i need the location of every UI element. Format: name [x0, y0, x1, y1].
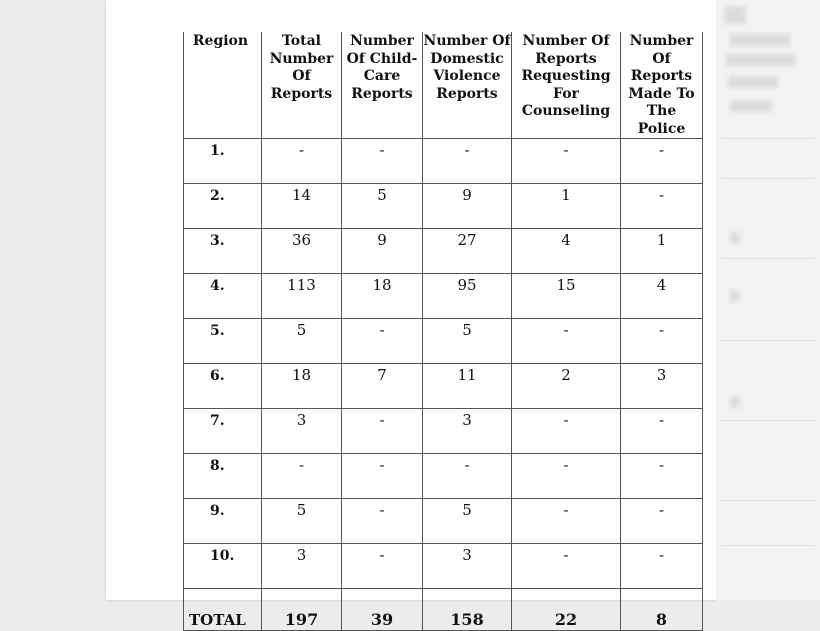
domestic-violence-reports-cell: 3 [423, 544, 512, 589]
domestic-violence-reports-cell: 5 [423, 319, 512, 364]
counseling-reports-cell: - [512, 454, 621, 499]
region-cell: 7. [184, 409, 262, 454]
blurred-text-block [730, 100, 772, 112]
column-header-region: Region [184, 32, 262, 139]
child-care-reports-cell: 7 [342, 364, 423, 409]
domestic-violence-reports-cell: 9 [423, 184, 512, 229]
domestic-violence-reports-cell: - [423, 139, 512, 184]
region-cell: 1. [184, 139, 262, 184]
table-row [184, 274, 703, 319]
child-care-reports-cell: - [342, 409, 423, 454]
column-header-domestic-violence-reports: Number Of Domestic Violence Reports [423, 32, 512, 139]
region-cell: 4. [184, 274, 262, 319]
domestic-violence-reports-cell: 11 [423, 364, 512, 409]
region-cell: 9. [184, 499, 262, 544]
total-reports-cell: 5 [262, 499, 342, 544]
table-row [184, 319, 703, 364]
domestic-violence-reports-cell: 3 [423, 409, 512, 454]
table-row [184, 544, 703, 589]
blurred-text-block [730, 34, 790, 46]
total-domestic-violence-sum: 158 [423, 589, 512, 631]
counseling-reports-cell: 1 [512, 184, 621, 229]
blurred-rule [722, 340, 814, 341]
region-cell: 8. [184, 454, 262, 499]
police-reports-cell: 1 [621, 229, 703, 274]
total-reports-cell: 18 [262, 364, 342, 409]
total-row [184, 589, 703, 631]
counseling-reports-cell: - [512, 499, 621, 544]
column-header-child-care-reports: Number Of Child-Care Reports [342, 32, 423, 139]
counseling-reports-cell: 2 [512, 364, 621, 409]
table-header [184, 32, 703, 139]
total-police-sum: 8 [621, 589, 703, 631]
child-care-reports-cell: - [342, 319, 423, 364]
child-care-reports-cell: - [342, 139, 423, 184]
blurred-text-block [726, 54, 796, 66]
header-row [184, 32, 703, 139]
blurred-rule [722, 500, 814, 501]
total-reports-cell: 14 [262, 184, 342, 229]
police-reports-cell: 4 [621, 274, 703, 319]
table-row [184, 454, 703, 499]
child-care-reports-cell: 18 [342, 274, 423, 319]
total-reports-cell: 3 [262, 544, 342, 589]
total-reports-cell: - [262, 139, 342, 184]
reports-table [183, 32, 703, 631]
table-row [184, 229, 703, 274]
region-cell: 6. [184, 364, 262, 409]
blurred-rule [722, 420, 814, 421]
total-counseling-sum: 22 [512, 589, 621, 631]
table-row [184, 139, 703, 184]
blurred-rule [722, 138, 814, 139]
table-row [184, 499, 703, 544]
counseling-reports-cell: 15 [512, 274, 621, 319]
total-label: TOTAL [184, 589, 262, 631]
blurred-text-block [730, 232, 740, 244]
counseling-reports-cell: - [512, 139, 621, 184]
blurred-text-block [724, 6, 746, 24]
domestic-violence-reports-cell: 5 [423, 499, 512, 544]
domestic-violence-reports-cell: - [423, 454, 512, 499]
police-reports-cell: - [621, 409, 703, 454]
region-cell: 10. [184, 544, 262, 589]
domestic-violence-reports-cell: 27 [423, 229, 512, 274]
police-reports-cell: - [621, 139, 703, 184]
blurred-rule [722, 545, 814, 546]
region-cell: 2. [184, 184, 262, 229]
police-reports-cell: - [621, 184, 703, 229]
region-cell: 5. [184, 319, 262, 364]
blurred-text-block [730, 396, 740, 408]
domestic-violence-reports-cell: 95 [423, 274, 512, 319]
total-reports-sum: 197 [262, 589, 342, 631]
table-row [184, 364, 703, 409]
total-reports-cell: 3 [262, 409, 342, 454]
police-reports-cell: - [621, 319, 703, 364]
column-header-police-reports: Number Of Reports Made To The Police [621, 32, 703, 139]
adjacent-page-preview [716, 0, 820, 600]
blurred-rule [722, 258, 814, 259]
blurred-rule [722, 178, 814, 179]
total-child-care-sum: 39 [342, 589, 423, 631]
police-reports-cell: - [621, 544, 703, 589]
police-reports-cell: - [621, 499, 703, 544]
total-reports-cell: 36 [262, 229, 342, 274]
blurred-text-block [728, 76, 778, 88]
child-care-reports-cell: 9 [342, 229, 423, 274]
child-care-reports-cell: - [342, 499, 423, 544]
child-care-reports-cell: - [342, 544, 423, 589]
child-care-reports-cell: - [342, 454, 423, 499]
blurred-text-block [730, 290, 740, 302]
total-reports-cell: - [262, 454, 342, 499]
column-header-counseling-reports: Number Of Reports Requesting For Counseling [512, 32, 621, 139]
column-header-total-reports: Total Number Of Reports [262, 32, 342, 139]
counseling-reports-cell: 4 [512, 229, 621, 274]
table-row [184, 184, 703, 229]
table-body [184, 139, 703, 631]
counseling-reports-cell: - [512, 319, 621, 364]
total-reports-cell: 113 [262, 274, 342, 319]
police-reports-cell: - [621, 454, 703, 499]
child-care-reports-cell: 5 [342, 184, 423, 229]
counseling-reports-cell: - [512, 544, 621, 589]
total-reports-cell: 5 [262, 319, 342, 364]
table-row [184, 409, 703, 454]
region-cell: 3. [184, 229, 262, 274]
counseling-reports-cell: - [512, 409, 621, 454]
document-page [106, 0, 716, 629]
police-reports-cell: 3 [621, 364, 703, 409]
